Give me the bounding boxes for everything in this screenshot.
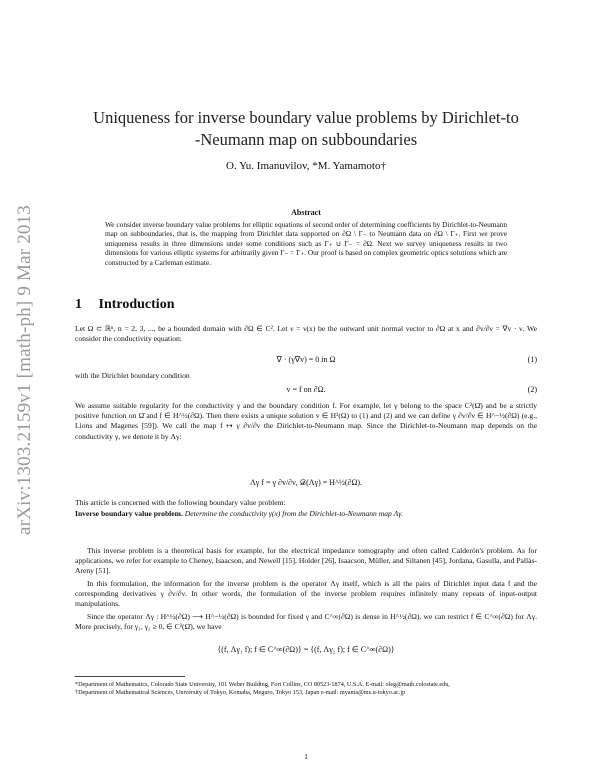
paragraph-6: In this formulation, the information for the inverse problem is the operator Λγ itself, which is all the pairs of Dirichlet input data f and the corresponding derivatives γ ∂v/∂ν. In other words, the formulation of the inverse problem requires infinitely many repeats of input-output manipulations. [75,579,537,609]
equation-2 [75,385,537,397]
section-title: Introduction [98,297,175,312]
abstract-heading: Abstract [291,208,321,217]
paragraph-3: We assume suitable regularity for the conductivity γ and the boundary condition f. For example, let γ belong to the space C²(Ω̄) and be a strictly positive function on Ω̄ and f ∈ H^½(∂Ω). Then there exists a unique solution v ∈ H¹(Ω) to (1) and (2) and we can define γ ∂v/∂ν ∈ H^−½(∂Ω) (e.g., Lions and Magenes [59]). We call the map f ↦ γ ∂v/∂ν the Dirichlet-to-Neumann map. Since the Dirichlet-to-Neumann map depends on the conductivity γ, we denote it by Λγ: [75,401,537,441]
footnote-1: *Department of Mathematics, Colorado State University, 101 Weber Building, Fort Collins, CO 80523-1874, U.S.A. E-mail: oleg@math.colostate.edu, [75,681,450,688]
abstract-text: We consider inverse boundary value problems for elliptic equations of second order of determining coefficients by Dirichlet-to-Neumann map on subboundaries, that is, the mapping from Dirichlet data supported on ∂Ω \ Γ₋ to Neumann data on ∂Ω \ Γ₊. First we prove uniqueness results in three dimensions under some conditions such as Γ₊ ∪ Γ₋ = ∂Ω. Next we survey uniqueness results in two dimensions for various elliptic systems for arbitrarily given Γ₋ = Γ₊. Our proof is based on complex geometric optics solutions which are constructed by a Carleman estimate. [105,220,507,267]
section-heading [75,297,174,313]
equation-4-body: {(f, Λγ₁ f); f ∈ C^∞(∂Ω)} = {(f, Λγ₂ f); f ∈ C^∞(∂Ω)} [217,645,395,654]
paper-title [75,107,537,151]
equation-3 [75,478,537,490]
equation-1-body: ∇ · (γ∇v) = 0 in Ω [276,355,336,364]
footnote-rule [75,676,185,677]
page-number: 1 [304,752,308,761]
authors: O. Yu. Imanuvilov, *M. Yamamoto† [226,160,386,172]
arxiv-stamp [12,160,38,580]
section-number: 1 [75,297,82,312]
equation-4 [75,645,537,657]
paragraph-1: Let Ω ⊂ ℝⁿ, n = 2, 3, ..., be a bounded domain with ∂Ω ∈ C². Let ν = ν(x) be the outward unit normal vector to ∂Ω at x and ∂v/∂ν = ∇v · ν. We consider the conductivity equation: [75,324,537,344]
problem-text: Determine the conductivity γ(x) from the Dirichlet-to-Neumann map Λγ. [184,509,404,518]
paragraph-2: with the Dirichlet boundary condition [75,371,190,380]
paragraph-4: This article is concerned with the following boundary value problem: [75,498,286,507]
equation-1 [75,355,537,367]
paragraph-7: Since the operator Λγ : H^½(∂Ω) ⟶ H^−½(∂Ω) is bounded for fixed γ and C^∞(∂Ω) is dense in H^½(∂Ω), we can restrict f ∈ C^∞(∂Ω) for Λγ. More precisely, for γ₁, γ₂ ≥ 0, ∈ C²(Ω̄), we have [75,612,537,632]
title-line-2: -Neumann map on subboundaries [194,130,418,149]
title-line-1: Uniqueness for inverse boundary value problems by Dirichlet-to [93,108,519,127]
footnote-2: †Department of Mathematical Sciences, University of Tokyo, Komaba, Meguro, Tokyo 153, Japan e-mail: myama@ms.u-tokyo.ac.jp [75,689,406,697]
equation-2-number: (2) [527,385,537,394]
problem-statement [75,509,537,519]
paragraph-5: This inverse problem is a theoretical basis for example, for the electrical impedance tomography and often called Calderón's problem. As for applications, we refer for example to Cheney, Isaacson, and Newell [15], Holder [26], Isaacson, Müller, and Siltanen [45], Jordana, Gasulla, and Pallàs-Areny [51]. [75,546,537,576]
arxiv-id: arXiv:1303.2159v1 [math-ph] 9 Mar 2013 [14,204,35,536]
footnotes [75,681,537,698]
equation-3-body: Λγ f = γ ∂v/∂ν, 𝒟(Λγ) = H^½(∂Ω). [249,478,363,487]
equation-2-body: v = f on ∂Ω. [286,385,326,394]
equation-1-number: (1) [527,355,537,364]
problem-label: Inverse boundary value problem. [75,509,183,518]
